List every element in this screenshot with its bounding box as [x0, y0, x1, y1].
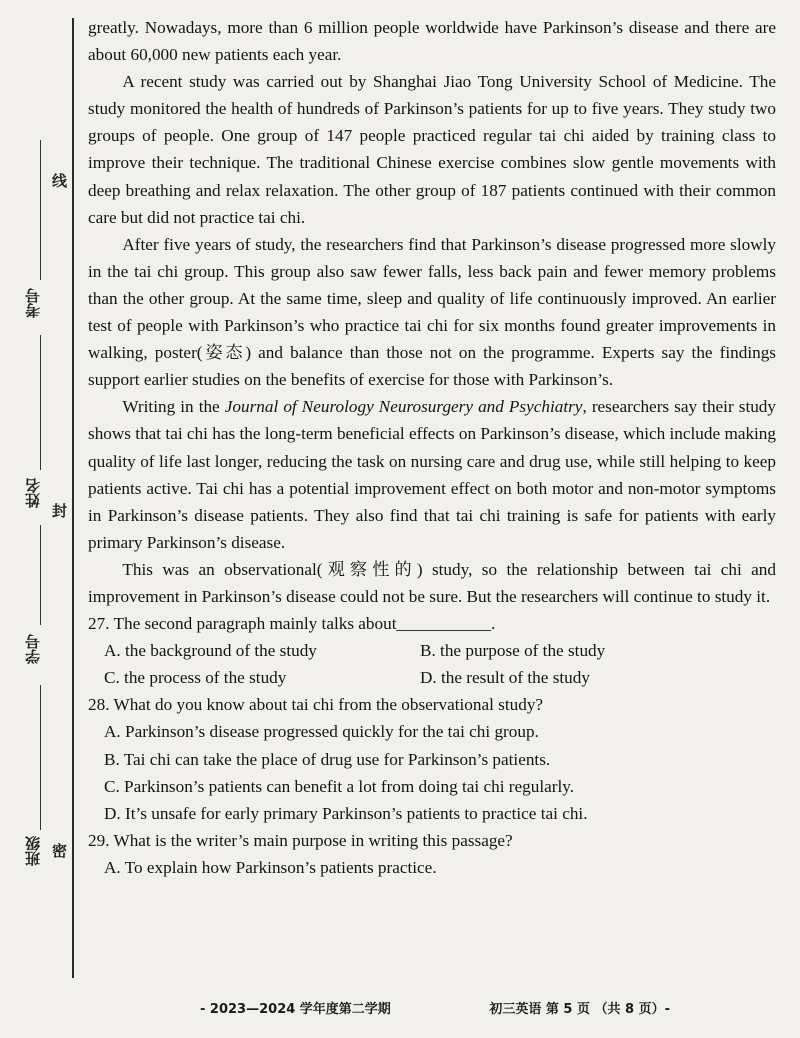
- journal-title: Journal of Neurology Neurosurgery and Psychiatry: [224, 397, 583, 417]
- question-27-options-row-1: [88, 637, 776, 664]
- exam-number-blank: [40, 140, 41, 280]
- passage-paragraph-3: [88, 393, 776, 556]
- footer-term: - 2023—2024 学年度第二学期: [200, 1002, 391, 1017]
- question-29-stem: 29. What is the writer’s main purpose in writing this passage?: [88, 830, 513, 850]
- question-27-stem: 27. The second paragraph mainly talks about___________.: [88, 614, 496, 634]
- question-28-stem: 28. What do you know about tai chi from the observational study?: [88, 695, 544, 715]
- question-28-option-b: B. Tai chi can take the place of drug use for Parkinson’s patients.: [104, 749, 551, 769]
- question-28-option-d: D. It’s unsafe for early primary Parkinson’s patients to practice tai chi.: [104, 803, 588, 823]
- seal-char-feng: 封: [52, 502, 68, 520]
- question-27-option-b: B. the purpose of the study: [420, 641, 606, 661]
- class-blank: [40, 685, 41, 830]
- question-27-option-c: C. the process of the study: [104, 668, 287, 688]
- passage-paragraph-1: A recent study was carried out by Shanghai Jiao Tong University School of Medicine. The study monitored the health of hundreds of Parkinson’s patients for up to five years. They study two groups of people. One group of 147 people practiced regular tai chi aided by training class to improve their technique. The traditional Chinese exercise combines slow gentle movements with deep breathing and relax relaxation. The other group of 187 patients continued with their common care but did not practice tai chi.: [88, 72, 776, 227]
- question-27-options-row-2: [88, 664, 776, 691]
- exam-number-label: 考号: [24, 288, 42, 318]
- question-29-option-a: A. To explain how Parkinson’s patients practice.: [104, 857, 437, 877]
- page-footer: [200, 998, 670, 1017]
- exam-content: [88, 14, 776, 881]
- paragraph-3-body: , researchers say their study shows that tai chi has the long-term beneficial effects on Parkinson’s disease, which include making quality of life last longer, reducing the task on nursing care and drug use, while still helping to keep patients active. Tai chi has a potential improvement effect on both motor and non-motor symptoms in Parkinson’s disease patients. They also find that tai chi training is safe for patients with early primary Parkinson’s disease.: [88, 397, 776, 552]
- student-number-label: 学号: [24, 634, 42, 664]
- question-28-option-a: A. Parkinson’s disease progressed quickly for the tai chi group.: [104, 722, 539, 742]
- name-blank: [40, 335, 41, 470]
- passage-paragraph-0: greatly. Nowadays, more than 6 million people worldwide have Parkinson’s disease and there are about 60,000 new patients each year.: [88, 18, 776, 65]
- question-27-option-d: D. the result of the study: [420, 668, 590, 688]
- class-label: 班级: [24, 836, 42, 866]
- paragraph-3-lead: Writing in the: [122, 397, 225, 417]
- seal-char-mi: 密: [52, 842, 68, 860]
- question-27-option-a: A. the background of the study: [104, 641, 317, 661]
- footer-page-info: 初三英语 第 5 页 （共 8 页）-: [489, 1002, 670, 1017]
- passage-paragraph-2: After five years of study, the researchers find that Parkinson’s disease progressed more slowly in the tai chi group. This group also saw fewer falls, less back pain and fewer memory problems than the other group. At the same time, sleep and quality of life continuously improved. An earlier test of people with Parkinson’s who practice tai chi for six months found greater improvements in walking, poster(姿态) and balance than those not on the programme. Experts say the findings support earlier studies on the benefits of exercise for those with Parkinson’s.: [88, 234, 776, 390]
- name-label: 姓名: [24, 478, 42, 508]
- question-28-option-c: C. Parkinson’s patients can benefit a lot from doing tai chi regularly.: [104, 776, 574, 796]
- passage-paragraph-4: This was an observational(观察性的) study, so the relationship between tai chi and improvement in Parkinson’s disease could not be sure. But the researchers will continue to study it.: [88, 559, 776, 606]
- binding-line: [72, 18, 74, 978]
- seal-char-xian: 线: [52, 172, 68, 190]
- student-number-blank: [40, 525, 41, 625]
